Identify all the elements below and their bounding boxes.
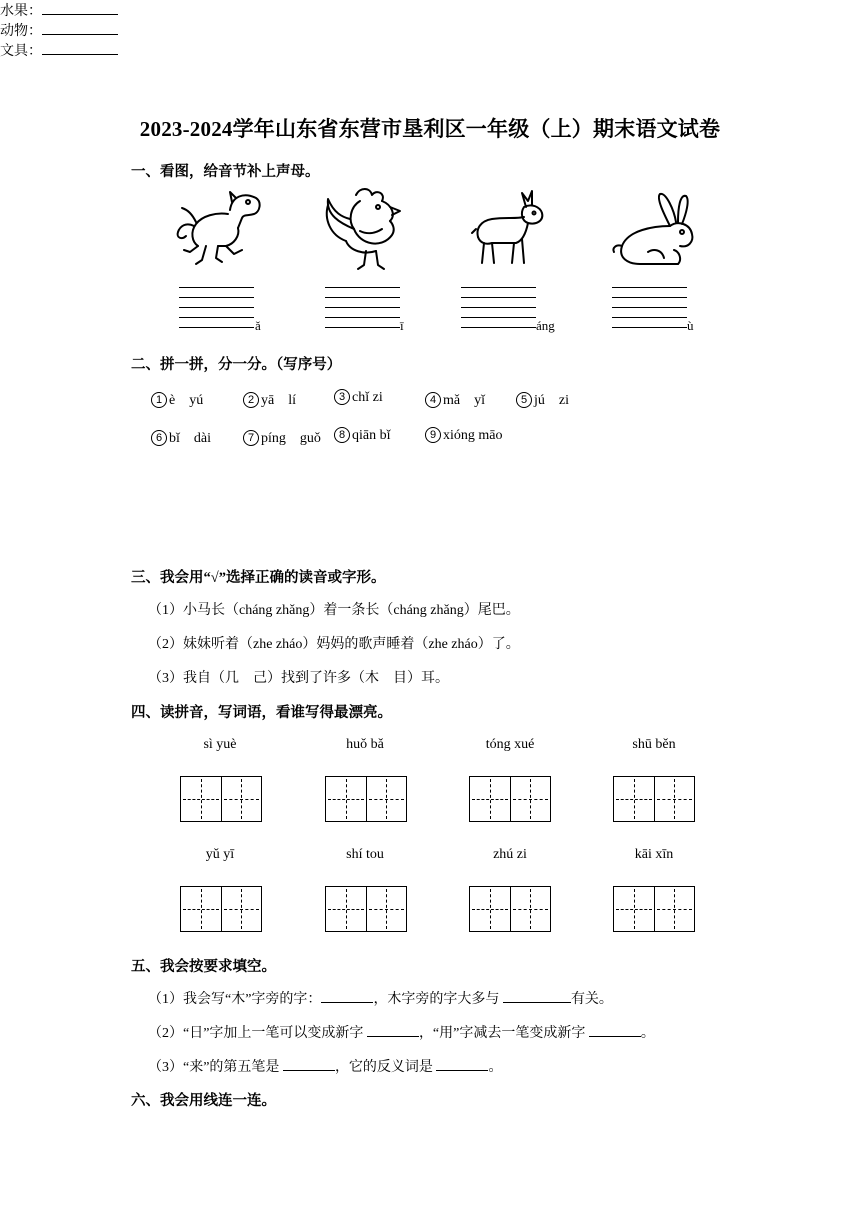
section-4-heading: 四、读拼音，写词语，看谁写得最漂亮。 xyxy=(131,705,392,721)
pinyin-label: tóng xué xyxy=(485,737,535,752)
horse-icon xyxy=(172,188,264,270)
answer-blank[interactable] xyxy=(283,1056,335,1071)
section-6-heading: 六、我会用线连一连。 xyxy=(131,1093,276,1109)
category-animal: 动物： xyxy=(0,20,860,40)
answer-blank[interactable] xyxy=(42,20,118,35)
tian-zi-grid[interactable] xyxy=(180,886,262,932)
word-item: 7 píng guǒ xyxy=(243,427,321,447)
final-4: ù xyxy=(687,318,694,333)
question-5-2: （2）“日”字加上一笔可以变成新字 ，“用”字减去一笔变成新字 。 xyxy=(148,1022,655,1042)
answer-blank[interactable] xyxy=(503,988,571,1003)
category-stationery: 文具： xyxy=(0,40,860,60)
section-5-heading: 五、我会按要求填空。 xyxy=(131,959,276,975)
pinyin-label: kāi xīn xyxy=(634,847,674,862)
rooster-icon xyxy=(320,185,408,275)
word-item: 2 yā lí xyxy=(243,389,296,409)
tian-zi-grid[interactable] xyxy=(613,776,695,822)
tian-zi-grid[interactable] xyxy=(469,886,551,932)
page-title: 2023-2024学年山东省东营市垦利区一年级（上）期末语文试卷 xyxy=(139,117,721,141)
tian-zi-grid[interactable] xyxy=(469,776,551,822)
rabbit-icon xyxy=(608,190,698,270)
word-item: 4 mǎ yǐ xyxy=(425,389,485,409)
question-5-3: （3）“来”的第五笔是 ，它的反义词是 。 xyxy=(148,1056,502,1076)
pinyin-label: zhú zi xyxy=(493,847,527,862)
tian-zi-grid[interactable] xyxy=(613,886,695,932)
pinyin-writing-lines-2[interactable] xyxy=(325,287,400,328)
question-3-1: （1）小马长（cháng zhǎng）着一条长（cháng zhǎng）尾巴。 xyxy=(148,603,520,618)
tian-zi-grid[interactable] xyxy=(325,886,407,932)
word-item: 9 xióng māo xyxy=(425,427,503,444)
pinyin-label: yǔ yī xyxy=(205,847,235,862)
question-3-3: （3）我自（几 己）找到了许多（木 目）耳。 xyxy=(148,671,449,686)
answer-blank[interactable] xyxy=(42,40,118,55)
final-3: áng xyxy=(536,318,555,333)
tian-zi-grid[interactable] xyxy=(325,776,407,822)
pinyin-label: shū běn xyxy=(632,737,676,752)
pinyin-writing-lines-3[interactable] xyxy=(461,287,536,328)
word-item: 8 qiān bǐ xyxy=(334,427,391,444)
category-fruit: 水果： xyxy=(0,0,860,20)
pinyin-writing-lines-4[interactable] xyxy=(612,287,687,328)
answer-blank[interactable] xyxy=(367,1022,419,1037)
question-3-2: （2）妹妹听着（zhe zháo）妈妈的歌声睡着（zhe zháo）了。 xyxy=(148,637,520,652)
pinyin-writing-lines-1[interactable] xyxy=(179,287,254,328)
answer-blank[interactable] xyxy=(436,1056,488,1071)
question-5-1: （1）我会写“木”字旁的字： ，木字旁的字大多与 有关。 xyxy=(148,988,613,1008)
final-2: ī xyxy=(400,318,404,333)
word-item: 3 chǐ zi xyxy=(334,389,383,406)
final-1: ǎ xyxy=(255,318,261,333)
word-item: 6 bǐ dài xyxy=(151,427,211,447)
section-2-heading: 二、拼一拼，分一分。（写序号） xyxy=(131,357,342,373)
word-item: 1 è yú xyxy=(151,389,203,409)
pinyin-label: shí tou xyxy=(346,847,384,862)
answer-blank[interactable] xyxy=(42,0,118,15)
section-1-heading: 一、看图，给音节补上声母。 xyxy=(131,164,320,180)
answer-blank[interactable] xyxy=(589,1022,641,1037)
pinyin-label: huǒ bǎ xyxy=(346,737,384,752)
word-item: 5 jú zi xyxy=(516,389,569,409)
pinyin-label: sì yuè xyxy=(203,737,237,752)
goat-icon xyxy=(470,187,548,269)
section-3-heading: 三、我会用“√”选择正确的读音或字形。 xyxy=(131,570,386,586)
answer-blank[interactable] xyxy=(321,988,373,1003)
tian-zi-grid[interactable] xyxy=(180,776,262,822)
